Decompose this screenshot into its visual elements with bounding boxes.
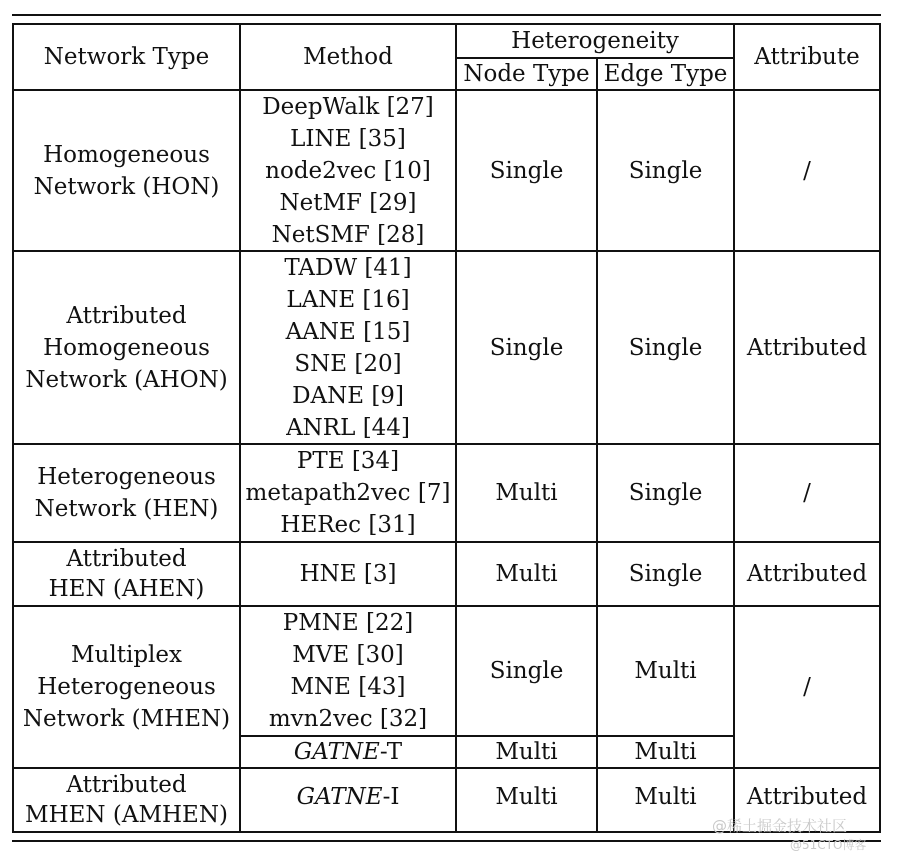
right-border (879, 23, 881, 833)
method-cell (241, 543, 455, 605)
method-name: LINE [35] (290, 125, 406, 152)
network-type-line: Homogeneous (43, 141, 210, 168)
network-type-line: Homogeneous (43, 334, 210, 361)
header-network-type: Network Type (43, 44, 210, 70)
header-attribute: Attribute (754, 44, 860, 70)
method-name: MNE [43] (290, 674, 406, 700)
top-rule-1 (12, 14, 881, 16)
node-type-cell: Multi (495, 561, 558, 587)
method-cell (241, 91, 455, 250)
network-type-cell (14, 445, 239, 541)
node-type-cell: Multi (495, 480, 558, 506)
method-name-suffix: -I (382, 784, 400, 810)
node-type-cell: Single (489, 334, 564, 361)
bottom-rule-2 (12, 840, 881, 842)
network-type-line: Network (MHEN) (22, 706, 231, 732)
attribute-cell: / (803, 674, 811, 700)
method-name: PMNE [22] (282, 610, 414, 636)
edge-type-cell: Multi (634, 784, 697, 810)
method-name: SNE [20] (294, 350, 402, 377)
node-type-cell: Multi (495, 739, 558, 765)
method-name: mvn2vec [32] (268, 706, 428, 732)
header-edge-type: Edge Type (603, 60, 728, 87)
method-name: HNE [3] (299, 561, 397, 587)
network-type-cell (14, 607, 239, 767)
network-type-line: Attributed (66, 546, 187, 572)
network-type-line: HEN (AHEN) (48, 576, 205, 602)
method-name: DeepWalk [27] (262, 93, 434, 120)
network-type-cell (14, 543, 239, 605)
attribute-cell: Attributed (746, 784, 868, 810)
node-type-cell: Single (489, 658, 564, 684)
watermark-text: @51CTO博客 (790, 838, 867, 852)
method-name: LANE [16] (286, 286, 410, 313)
method-cell (241, 607, 455, 735)
node-type-cell: Multi (495, 784, 558, 810)
method-cell-gatne-i (241, 769, 455, 825)
method-name: metapath2vec [7] (245, 480, 451, 506)
network-type-line: Heterogeneous (37, 674, 216, 700)
network-type-line: MHEN (AMHEN) (25, 802, 228, 828)
network-type-cell (14, 769, 239, 831)
network-type-cell (14, 91, 239, 250)
method-name: DANE [9] (292, 382, 404, 409)
network-type-line: Network (AHON) (25, 366, 228, 393)
method-name: HERec [31] (280, 512, 416, 538)
attribute-cell: Attributed (746, 334, 868, 361)
method-cell (241, 252, 455, 443)
edge-type-cell: Single (628, 561, 703, 587)
header-method: Method (303, 44, 393, 70)
header-node-type: Node Type (463, 60, 590, 87)
network-type-line: Attributed (66, 772, 187, 798)
edge-type-cell: Single (628, 480, 703, 506)
method-cell-gatne-t (241, 737, 455, 767)
attribute-cell: / (803, 157, 811, 184)
node-type-cell: Single (489, 157, 564, 184)
network-type-line: Heterogeneous (37, 464, 216, 490)
attribute-cell: Attributed (746, 561, 868, 587)
method-name-italic: GATNE (296, 784, 383, 810)
method-name: TADW [41] (284, 254, 412, 281)
method-name: PTE [34] (296, 448, 400, 474)
network-type-line: Attributed (66, 302, 187, 329)
method-name-suffix: -T (379, 739, 403, 765)
method-name: NetSMF [28] (271, 221, 425, 248)
method-cell (241, 445, 455, 541)
method-name: NetMF [29] (279, 189, 417, 216)
method-name: AANE [15] (285, 318, 411, 345)
network-type-line: Multiplex (71, 642, 182, 668)
network-type-cell (14, 252, 239, 443)
edge-type-cell: Multi (634, 658, 697, 684)
method-name: MVE [30] (292, 642, 404, 668)
network-type-line: Network (HEN) (34, 496, 219, 522)
header-heterogeneity: Heterogeneity (511, 28, 679, 54)
method-name-italic: GATNE (293, 739, 380, 765)
method-name: node2vec [10] (265, 157, 431, 184)
method-name: ANRL [44] (286, 414, 410, 441)
attribute-cell: / (803, 480, 811, 506)
edge-type-cell: Single (628, 334, 703, 361)
watermark-text: @稀土掘金技术社区 (712, 817, 848, 835)
network-type-line: Network (HON) (33, 173, 220, 200)
edge-type-cell: Single (628, 157, 703, 184)
edge-type-cell: Multi (634, 739, 697, 765)
